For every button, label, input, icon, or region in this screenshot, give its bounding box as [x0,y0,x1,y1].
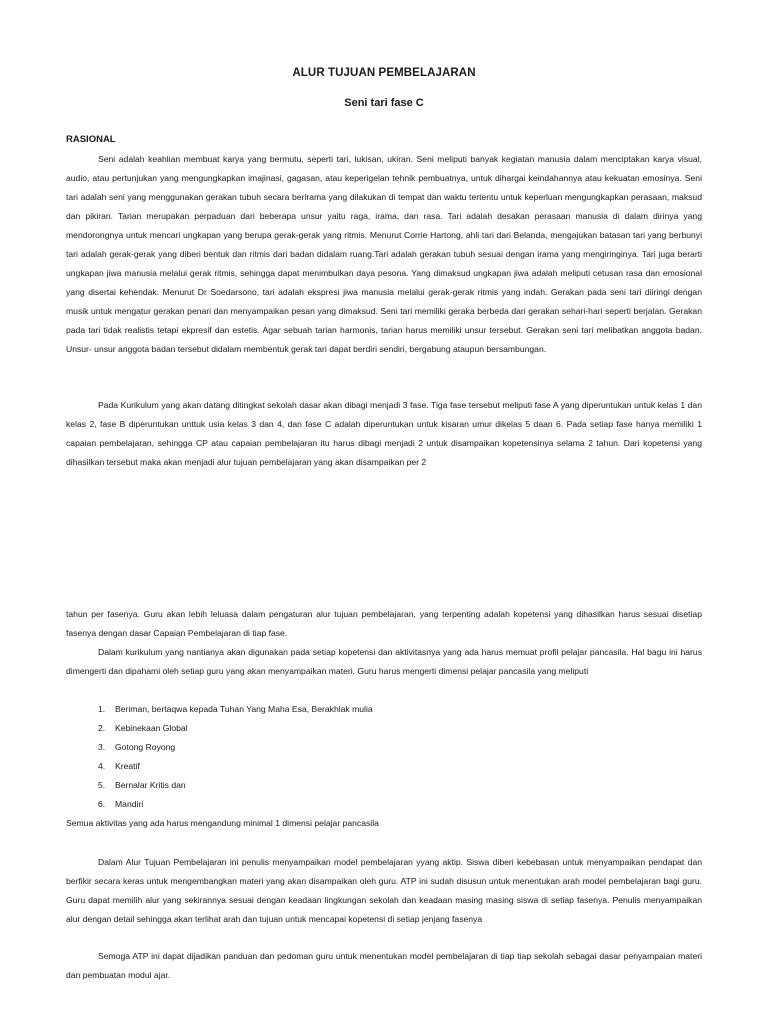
list-item [98,719,373,738]
paragraph-continuation: tahun per fasenya. Guru akan lebih leluasa dalam pengaturan alur tujuan pembelajaran, yang terpenting adalah kopetensi yang dihasilkan harus sesuai disetiap fasenya dengan dasar Capaian Pembelajaran di tiap fase. [66,609,702,638]
list-item [98,795,373,814]
paragraph-atp-model: Dalam Alur Tujuan Pembelajaran ini penulis menyampaikan model pembelajaran yyang aktip. Siswa diberi kebebasan untuk menyampaikan pendapat dan berfikir secara keras untuk mengembangkan materi yang akan disampaikan oleh guru. ATP ini sudah disusun untuk menentukan arah model pembelajaran bagi guru. Guru dapat memilih alur yang sekirannya sesuai dengan keadaan lingkungan sekolah dan keadaan masing masing siswa di setiap fasenya. Penulis menyampaikan alur dengan detail sehingga akan terlihat arah dan tujuan untuk mencapai kopetensi di setiap jenjang fasenya [66,857,702,924]
list-item-number: 3. [98,742,106,752]
list-item [98,700,373,719]
paragraph-profil-pelajar: Dalam kurikulum yang nantianya akan digunakan pada setiap kopetensi dan aktivitasnya yang ada harus memuat profil pelajar pancasila. Hal bagu ini harus dimengerti dan dipahami oleh setiap guru yang akan menyampaikan materi. Guru harus mengerti dimensi pelajar pancasila yang meliputi [66,647,702,676]
list-item-text: Gotong Royong [115,742,176,752]
list-item [98,738,373,757]
list-item-number: 1. [98,704,106,714]
document-subtitle: Seni tari fase C [344,97,424,109]
list-item-text: Mandiri [115,799,144,809]
list-item-number: 5. [98,780,106,790]
document-title: ALUR TUJUAN PEMBELAJARAN [292,67,476,79]
paragraph-closing: Semoga ATP ini dapat dijadikan panduan dan pedoman guru untuk menentukan model pembelajaran di tiap tiap sekolah sebagai dasar penyampaian materi dan pembuatan modul ajar. [66,951,702,980]
paragraph-kurikulum-fase: Pada Kurikulum yang akan datang ditingkat sekolah dasar akan dibagi menjadi 3 fase. Tiga fase tersebut meliputi fase A yang diperuntukan untuk kelas 1 dan kelas 2, fase B diperuntukan unttuk usia kelas 3 dan 4, dan fase C adalah diperuntukan untuk kisaran umur dikelas 5 daan 6. Pada setiap fase hanya memiliki 1 capaian pembelajaran, sehingga CP atau capaian pembelajaran itu harus dibagi menjadi 2 untuk disampaikan kopetensinya selama 2 tahun. Dari kopetensi yang dihasilkan tersebut maka akan menjadi alur tujuan pembelajaran yang akan disampaikan per 2 [66,400,702,467]
list-item-text: Beriman, bertaqwa kepada Tuhan Yang Maha Esa, Berakhlak mulia [115,704,373,714]
dimension-note: Semua aktivitas yang ada harus mengandung minimal 1 dimensi pelajar pancasila [66,818,379,828]
list-item-text: Bernalar Kritis dan [115,780,186,790]
list-item-number: 4. [98,761,106,771]
list-item-number: 2. [98,723,106,733]
paragraph-rasional: Seni adalah keahlian membuat karya yang bermutu, seperti tari, lukisan, ukiran. Seni meliputi banyak kegiatan manusia dalam menciptakan karya visual, audio, atau pertunjukan yang mengungkapkan imajinasi, gagasan, atau keperigelan tehnik pembuatnya, untuk dihargai keindahannya atau kekuatan emosinya. Seni tari adalah seni yang menggunakan gerakan tubuh secara berirama yang dilakukan di tempat dan waktu tertentu untuk keperluan mengungkapkan perasaan, maksud dan pikiran. Tarian merupakan perpaduan dari beberapa unsur yaitu raga, irama, dan rasa. Tari adalah desakan perasaan manusia di dalam dirinya yang mendorongnya untuk mencari ungkapan yang berupa gerak-gerak yang ritmis. Menurut Corrie Hartong, ahli tari dari Belanda, mengajukan batasan tari yang berbunyi tari adalah gerak-gerak yang diberi bentuk dan ritmis dari badan didalam ruang.Tari adalah gerakan tubuh sesuai dengan irama yang mengiringinya. Tari juga berarti ungkapan jiwa manusia melalui gerak ritmis, sehingga dapat menimbulkan daya pesona. Yang dimaksud ungkapan jiwa adalah meliputi cetusan rasa dan emosional yang disertai kehendak. Menurut Dr Soedarsono, tari adalah ekspresi jiwa manusia melalui gerak-gerak ritmis yang indah. Gerakan pada seni tari diiringi dengan musik untuk mengatur gerakan penari dan menyampaikan pesan yang dimaksud. Seni tari memiliki geraka berbeda dari gerakan sehari-hari seperti berjalan. Gerakan pada tari tidak realistis tetapi ekpresif dan estetis. Agar sebuah tarian harmonis, tarian harus memiliki unsur tersebut. Gerakan seni tari melibatkan anggota badan. Unsur- unsur anggota badan tersebut didalam membentuk gerak tari dapat berdiri sendiri, bergabung ataupun bersambungan. [66,154,702,354]
pancasila-dimension-list [98,700,373,814]
list-item [98,776,373,795]
section-heading-rasional: RASIONAL [66,134,116,145]
list-item [98,757,373,776]
list-item-number: 6. [98,799,106,809]
list-item-text: Kreatif [115,761,140,771]
list-item-text: Kebinekaan Global [115,723,188,733]
